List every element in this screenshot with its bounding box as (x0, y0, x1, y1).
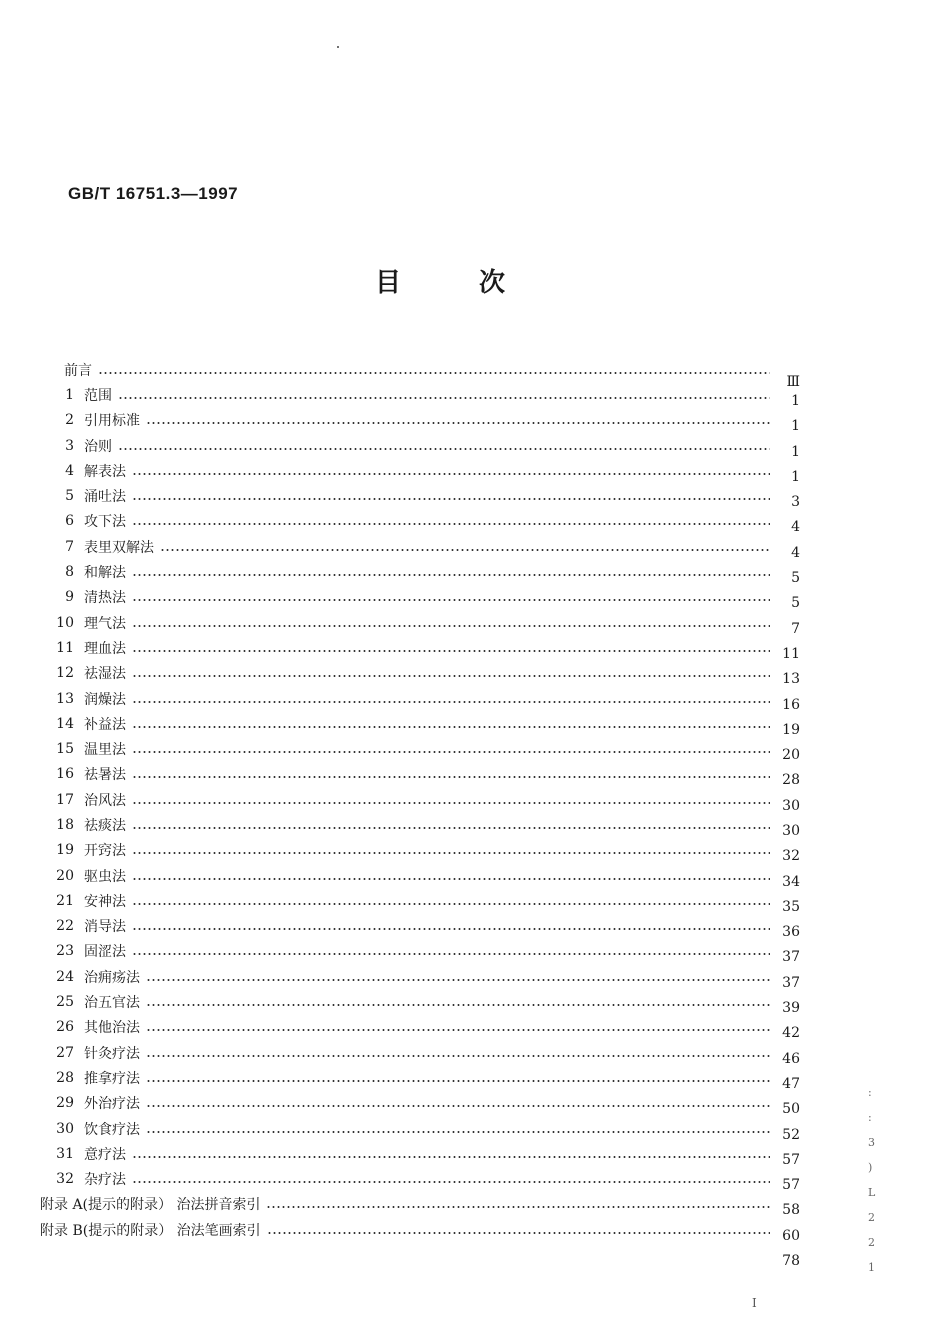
toc-entry-page: 3 (791, 494, 800, 511)
toc-entry-page: 37 (782, 949, 800, 966)
toc-entry-page: 32 (782, 848, 800, 865)
toc-entry-label: 开窍法 (84, 843, 126, 860)
toc-dot-leader (132, 700, 770, 704)
toc-entry[interactable] (40, 1192, 800, 1217)
toc-entry-number: 2 (65, 412, 74, 429)
margin-mark: 2 (868, 1211, 875, 1224)
toc-entry-page: 52 (782, 1126, 800, 1143)
toc-entry-number: 15 (56, 741, 74, 758)
toc-entry-label: 润燥法 (84, 691, 126, 708)
toc-entry-page: 46 (782, 1050, 800, 1067)
toc-dot-leader (132, 1180, 770, 1184)
toc-entry-page: 5 (791, 595, 800, 612)
toc-entry-number: 5 (65, 488, 74, 505)
toc-entry[interactable] (40, 610, 800, 635)
margin-mark: 3 (868, 1136, 875, 1149)
toc-entry[interactable] (40, 1040, 800, 1065)
toc-entry[interactable] (40, 1141, 800, 1166)
toc-entry[interactable] (40, 863, 800, 888)
toc-entry-page: 20 (782, 747, 800, 764)
toc-entry-number: 20 (56, 867, 74, 884)
toc-entry-number: 25 (56, 994, 74, 1011)
toc-entry-page: 47 (782, 1075, 800, 1092)
toc-entry-number: 29 (56, 1095, 74, 1112)
toc-entry-label: 范围 (84, 387, 112, 404)
margin-mark: 2 (868, 1236, 875, 1249)
toc-entry-number: 26 (56, 1019, 74, 1036)
toc-entry-label: 针灸疗法 (84, 1045, 140, 1062)
toc-entry-page: 16 (782, 696, 800, 713)
toc-entry-number: 3 (65, 437, 74, 454)
toc-entry-number: 21 (56, 892, 74, 909)
toc-entry[interactable] (40, 509, 800, 534)
toc-entry[interactable] (40, 914, 800, 939)
toc-entry-page: 30 (782, 822, 800, 839)
toc-entry[interactable] (40, 1091, 800, 1116)
toc-dot-leader (132, 573, 770, 577)
toc-entry-number: 31 (56, 1145, 74, 1162)
toc-entry-number: 19 (56, 842, 74, 859)
toc-entry[interactable] (40, 534, 800, 559)
toc-entry-label: 治风法 (84, 792, 126, 809)
toc-entry[interactable] (40, 483, 800, 511)
toc-dot-leader (132, 801, 770, 805)
toc-entry-label: 治五官法 (84, 995, 140, 1012)
toc-entry-label: 固涩法 (84, 944, 126, 961)
toc-entry-page: 58 (782, 1202, 800, 1219)
toc-entry-number: 17 (56, 791, 74, 808)
toc-entry-label: 祛湿法 (84, 666, 126, 683)
toc-dot-leader (132, 952, 770, 956)
margin-mark: : (868, 1111, 872, 1124)
toc-dot-leader (132, 1155, 770, 1159)
toc-entry-page: 11 (782, 645, 800, 662)
toc-entry-number: 28 (56, 1069, 74, 1086)
footer-mark: I (752, 1296, 757, 1310)
toc-dot-leader (132, 624, 770, 628)
toc-entry-page: 42 (782, 1025, 800, 1042)
toc-entry[interactable] (40, 964, 800, 989)
toc-dot-leader (132, 497, 770, 501)
toc-dot-leader (146, 421, 770, 425)
toc-entry-page: 36 (782, 924, 800, 941)
toc-entry-label: 清热法 (84, 590, 126, 607)
title-char-right: 次 (478, 268, 505, 298)
toc-dot-leader (266, 1205, 770, 1209)
toc-entry-label: 杂疗法 (84, 1172, 126, 1189)
toc-entry-label: 其他治法 (84, 1020, 140, 1037)
toc-dot-leader (146, 1104, 770, 1108)
toc-entry-page: 19 (782, 721, 800, 738)
toc-entry-page: 78 (782, 1253, 800, 1270)
toc-entry[interactable] (40, 458, 800, 483)
toc-entry-number: 4 (65, 462, 74, 479)
toc-entry[interactable] (40, 736, 800, 764)
toc-entry-number: 30 (56, 1120, 74, 1137)
toc-dot-leader (132, 877, 770, 881)
margin-marks (868, 1080, 878, 1280)
toc-entry[interactable] (40, 939, 800, 964)
toc-entry-number: 9 (65, 589, 74, 606)
toc-entry[interactable] (40, 787, 800, 812)
table-of-contents (40, 357, 800, 1268)
toc-entry-label: 安神法 (84, 893, 126, 910)
toc-entry-page: 60 (782, 1227, 800, 1244)
toc-entry-page: 1 (791, 468, 800, 485)
toc-entry[interactable] (40, 1116, 800, 1141)
toc-dot-leader (132, 927, 770, 931)
toc-entry-number: 22 (56, 918, 74, 935)
toc-dot-leader (132, 902, 770, 906)
toc-dot-leader (160, 548, 770, 552)
toc-entry-number: 1 (65, 386, 74, 403)
toc-entry[interactable] (40, 585, 800, 610)
toc-entry-label: 理气法 (84, 615, 126, 632)
toc-entry-page: 28 (782, 772, 800, 789)
toc-entry-label: 前言 (64, 362, 92, 379)
toc-entry-label: 意疗法 (84, 1146, 126, 1163)
toc-entry[interactable] (40, 433, 800, 458)
toc-entry-page: 35 (782, 898, 800, 915)
toc-entry-label: 治则 (84, 438, 112, 455)
toc-entry-label: 补益法 (84, 716, 126, 733)
toc-entry-page: 57 (782, 1177, 800, 1194)
toc-dot-leader (98, 371, 770, 375)
toc-entry-label: 外治疗法 (84, 1096, 140, 1113)
toc-entry-number: 6 (65, 513, 74, 530)
margin-mark: L (868, 1186, 876, 1199)
toc-entry[interactable] (40, 888, 800, 913)
toc-entry-number: 10 (56, 614, 74, 631)
toc-entry[interactable] (40, 408, 800, 433)
toc-entry[interactable] (40, 711, 800, 736)
toc-entry-number: 16 (56, 766, 74, 783)
toc-dot-leader (132, 649, 770, 653)
toc-entry-label: 攻下法 (84, 514, 126, 531)
toc-entry-number: 32 (56, 1171, 74, 1188)
toc-entry-number: 23 (56, 943, 74, 960)
toc-entry[interactable] (40, 1065, 800, 1090)
toc-entry[interactable] (40, 989, 800, 1017)
title-char-left: 目 (375, 268, 402, 298)
toc-entry-label: 消导法 (84, 919, 126, 936)
toc-entry[interactable] (40, 357, 800, 390)
toc-dot-leader (146, 978, 770, 982)
toc-entry-number: 11 (56, 639, 74, 656)
toc-entry-label: 祛暑法 (84, 767, 126, 784)
toc-entry-label: 饮食疗法 (84, 1121, 140, 1138)
page-title (375, 262, 505, 299)
toc-entry-page: 4 (791, 544, 800, 561)
margin-mark: : (868, 1086, 872, 1099)
toc-entry[interactable] (40, 1015, 800, 1040)
toc-entry-page: 37 (782, 974, 800, 991)
toc-entry-page: 50 (782, 1101, 800, 1118)
toc-entry-label: 解表法 (84, 463, 126, 480)
toc-entry-label: 祛痰法 (84, 817, 126, 834)
toc-dot-leader (146, 1054, 770, 1058)
toc-entry-page: 34 (782, 873, 800, 890)
toc-entry[interactable] (40, 382, 800, 407)
toc-entry-page: 7 (791, 620, 800, 637)
toc-entry-number: 12 (56, 665, 74, 682)
standard-code: GB/T 16751.3—1997 (68, 184, 239, 203)
toc-entry-number: 13 (56, 690, 74, 707)
toc-entry[interactable] (40, 686, 800, 711)
toc-entry-label: 表里双解法 (84, 539, 154, 556)
toc-dot-leader (118, 396, 770, 400)
toc-entry-label: 和解法 (84, 565, 126, 582)
toc-entry[interactable] (40, 661, 800, 686)
toc-entry-label: 涌吐法 (84, 489, 126, 506)
toc-dot-leader (132, 851, 770, 855)
toc-entry[interactable] (40, 1242, 800, 1270)
toc-dot-leader (146, 1079, 770, 1083)
toc-entry-number: 24 (56, 968, 74, 985)
toc-entry[interactable] (40, 762, 800, 787)
toc-entry-page: 30 (782, 797, 800, 814)
toc-entry[interactable] (40, 1217, 800, 1242)
toc-entry-number: 14 (56, 715, 74, 732)
toc-entry-page: 39 (782, 1000, 800, 1017)
toc-entry-page: 1 (791, 443, 800, 460)
toc-entry-label: 治痈疡法 (84, 969, 140, 986)
toc-entry-page: Ⅲ (786, 373, 800, 390)
toc-dot-leader (132, 598, 770, 602)
toc-entry-page: 1 (791, 392, 800, 409)
toc-dot-leader (146, 1028, 770, 1032)
toc-entry-label: 推拿疗法 (84, 1070, 140, 1087)
toc-dot-leader (132, 674, 770, 678)
toc-dot-leader (132, 472, 770, 476)
toc-entry[interactable] (40, 1167, 800, 1192)
toc-dot-leader (267, 1231, 770, 1235)
toc-entry-number: 27 (56, 1044, 74, 1061)
toc-entry-label: 附录 B(提示的附录） 治法笔画索引 (40, 1222, 261, 1239)
toc-entry-label: 附录 A(提示的附录） 治法拼音索引 (40, 1197, 261, 1214)
toc-entry-number: 18 (56, 816, 74, 833)
toc-dot-leader (132, 725, 770, 729)
toc-entry-number: 7 (65, 538, 74, 555)
margin-mark: 1 (868, 1261, 875, 1274)
scan-speck (337, 46, 339, 48)
margin-mark: ) (868, 1161, 873, 1174)
toc-entry-page: 4 (791, 519, 800, 536)
toc-entry-page: 1 (791, 418, 800, 435)
toc-dot-leader (132, 750, 770, 754)
toc-dot-leader (132, 522, 770, 526)
toc-entry-page: 13 (782, 671, 800, 688)
toc-entry-label: 温里法 (84, 742, 126, 759)
toc-entry[interactable] (40, 812, 800, 837)
toc-entry-label: 引用标准 (84, 413, 140, 430)
toc-entry[interactable] (40, 635, 800, 660)
toc-entry[interactable] (40, 838, 800, 863)
toc-dot-leader (132, 775, 770, 779)
toc-dot-leader (146, 1130, 770, 1134)
toc-entry-page: 5 (791, 570, 800, 587)
toc-dot-leader (146, 1003, 770, 1007)
toc-dot-leader (118, 447, 770, 451)
toc-entry-page: 57 (782, 1151, 800, 1168)
toc-entry-label: 驱虫法 (84, 868, 126, 885)
toc-entry-number: 8 (65, 564, 74, 581)
toc-dot-leader (132, 826, 770, 830)
toc-entry-label: 理血法 (84, 640, 126, 657)
toc-entry[interactable] (40, 559, 800, 587)
